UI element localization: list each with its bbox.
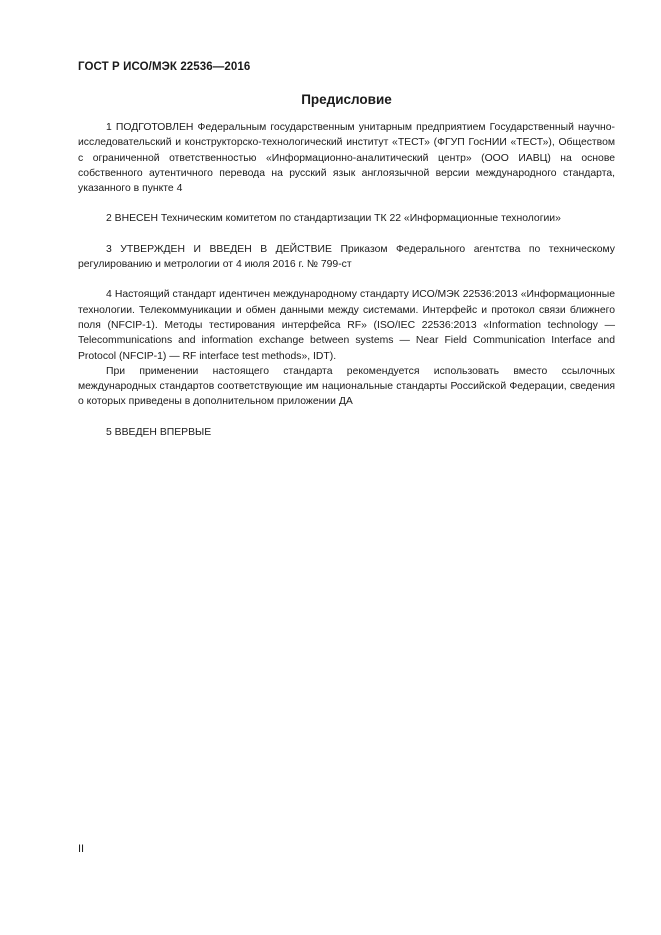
- foreword-body: [78, 120, 615, 440]
- section-title: Предисловие: [301, 92, 392, 107]
- page-number: II: [78, 843, 85, 855]
- paragraph-4-application-note: При применении настоящего стандарта рекомендуется использовать вместо ссылочных международных стандартов соответствующие им национальные стандарты Российской Федерации, сведения о которых приведены в дополнительном приложении ДА: [78, 365, 615, 408]
- paragraph-2-introduced: 2 ВНЕСЕН Техническим комитетом по стандартизации ТК 22 «Информационные технологии»: [106, 213, 561, 225]
- document-code-header: ГОСТ Р ИСО/МЭК 22536—2016: [78, 61, 251, 73]
- paragraph-1-prepared: 1 ПОДГОТОВЛЕН Федеральным государственным унитарным предприятием Государственный научно-исследовательский и конструкторско-технологический институт «ТЕСТ» (ФГУП ГосНИИ «ТЕСТ»), Обществом с ограниченной ответственностью «Информационно-аналитический центр» (ООО ИАВЦ) на основе собственного аутентичного перевода на русский язык англоязычной версии международного стандарта, указанного в пункте 4: [78, 122, 615, 195]
- paragraph-5-first-introduced: 5 ВВЕДЕН ВПЕРВЫЕ: [106, 426, 212, 438]
- paragraph-4-identical: 4 Настоящий стандарт идентичен международному стандарту ИСО/МЭК 22536:2013 «Информационные технологии. Телекоммуникации и обмен данными между системами. Интерфейс и протокол связи ближнего поля (NFCIP-1). Методы тестирования интерфейса RF» (ISO/IEC 22536:2013 «Information technology — Telecommunications and information exchange between systems — Near Field Communication Interface and Protocol (NFCIP-1) — RF interface test methods», IDT).: [78, 289, 615, 362]
- paragraph-3-approved: 3 УТВЕРЖДЕН И ВВЕДЕН В ДЕЙСТВИЕ Приказом Федерального агентства по техническому регулированию и метрологии от 4 июля 2016 г. № 799-ст: [78, 243, 615, 271]
